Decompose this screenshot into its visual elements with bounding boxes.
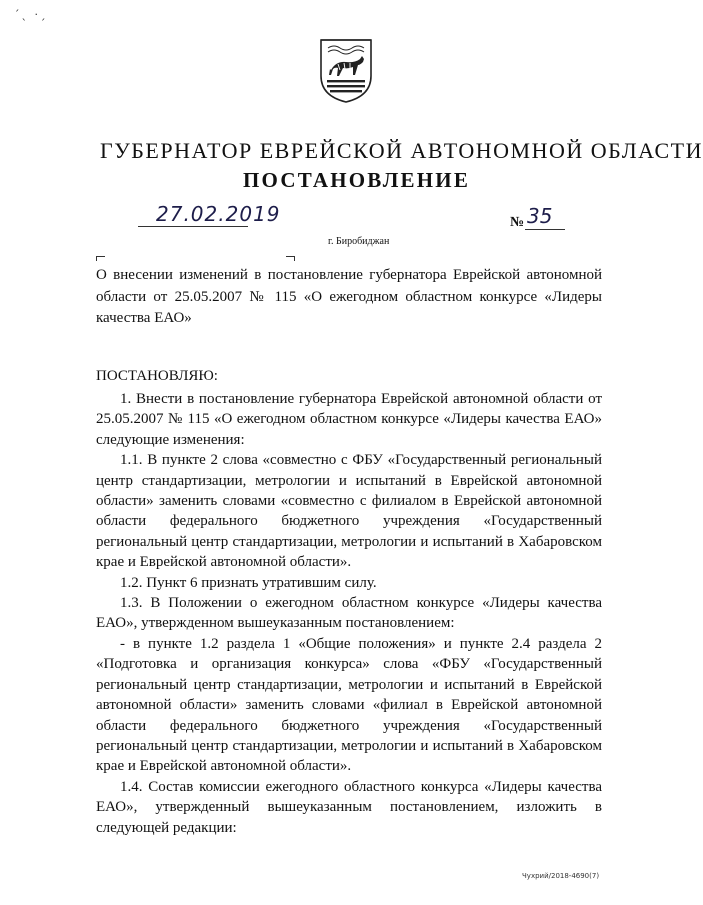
title-bracket-right [286,256,295,261]
scan-artifact-mark: ´ˎ ·ˏ [14,8,48,21]
paragraph-1: 1. Внести в постановление губернатора Еврейской автономной области от 25.05.2007 № 115 «О ежегодном областном конкурсе «Лидеры качества ЕАО» следующие изменения: [96,391,602,448]
paragraph-1-2: 1.2. Пункт 6 признать утратившим силу. [120,574,377,591]
document-body [96,389,602,838]
document-date: 27.02.2019 [156,202,281,226]
paragraph-1-3: 1.3. В Положении о ежегодном областном конкурсе «Лидеры качества ЕАО», утвержденном вышеуказанным постановлением: [96,595,602,632]
city-name: г. Биробиджан [328,236,390,247]
issuing-authority-heading: ГУБЕРНАТОР ЕВРЕЙСКОЙ АВТОНОМНОЙ ОБЛАСТИ [100,138,703,163]
document-title: О внесении изменений в постановление губернатора Еврейской автономной области от 25.05.2007 № 115 «О ежегодном областном конкурсе «Лидеры качества ЕАО» [96,267,602,326]
coat-of-arms-emblem [318,36,374,104]
document-type-heading: ПОСТАНОВЛЕНИЕ [243,168,471,192]
paragraph-1-4: 1.4. Состав комиссии ежегодного областного конкурса «Лидеры качества ЕАО», утвержденный вышеуказанным постановлением, изложить в следующей редакции: [96,778,602,836]
document-number-label: № [510,215,525,230]
decree-word: ПОСТАНОВЛЯЮ: [96,368,218,384]
number-underline [525,229,565,230]
footer-document-code: Чухрий/2018-4690(7) [522,872,600,880]
paragraph-1-1: 1.1. В пункте 2 слова «совместно с ФБУ «Государственный региональный центр стандартизации, метрологии и испытаний в Еврейской автономной области» заменить словами «совместно с филиалом в Еврейской автономной области федерального бюджетного учреждения «Государственный региональный центр стандартизации, метрологии и испытаний в Хабаровском крае и Еврейской автономной области». [96,452,602,571]
title-bracket-left [96,256,105,261]
document-number: 35 [527,204,553,228]
date-underline [138,226,248,227]
paragraph-1-3-item: - в пункте 1.2 раздела 1 «Общие положения» и пункте 2.4 раздела 2 «Подготовка и организация конкурса» слова «ФБУ «Государственный региональный центр стандартизации, метрологии и испытаний в Еврейской автономной области» заменить словами «филиал в Еврейской автономной области федерального бюджетного учреждения «Государственный региональный центр стандартизации, метрологии и испытаний в Хабаровском крае и Еврейской автономной области». [96,635,602,775]
